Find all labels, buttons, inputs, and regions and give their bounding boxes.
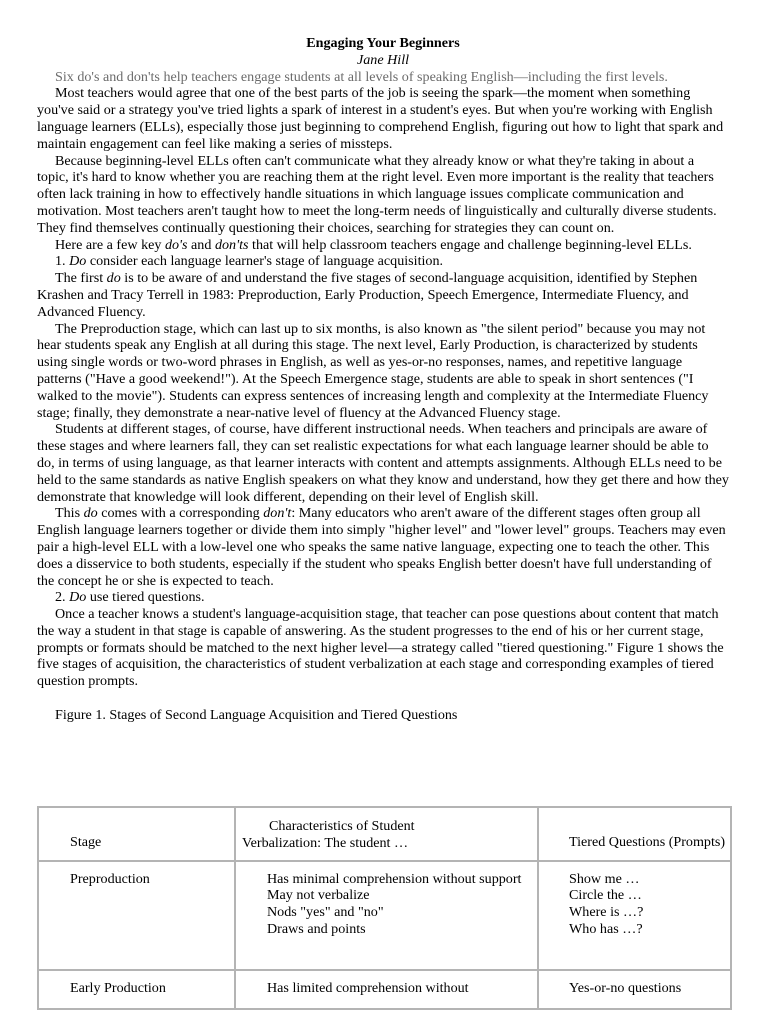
prompts-cell: Yes-or-no questions: [538, 970, 731, 1009]
stage-cell: Early Production: [38, 970, 235, 1009]
paragraph: The first do is to be aware of and understand the five stages of second-language acquisition, identified by Stephen Krashen and Tracy Terrell in 1983: Preproduction, Early Production, Speech Emergence, Intermediate Fluency, and Advanced Fluency.: [37, 270, 698, 320]
table-row: [38, 970, 731, 1009]
paragraph: Because beginning-level ELLs often can't communicate what they already know or what they're taking in about a topic, it's hard to know whether you are reaching them at the right level. Even more important is the reality that teachers often lack training in how to effectively handle situations in which language issues complicate communication and motivation. Most teachers aren't taught how to meet the long-term needs of linguistically and culturally diverse students. They find themselves continually questioning their choices, searching for strategies they can count on.: [37, 152, 717, 236]
header-characteristics: Characteristics of Student Verbalization: The student …: [235, 807, 538, 861]
paragraph: Most teachers would agree that one of the best parts of the job is seeing the spark—the moment when something you've said or a strategy you've tried lights a spark of interest in a student's eyes. But when you're working with English language learners (ELLs), especially those just beginning to comprehend English, figuring out how to light that spark and maintain engagement can feel like making a series of missteps.: [37, 85, 724, 152]
stages-table: [37, 806, 732, 1010]
characteristics-cell: Has limited comprehension without: [235, 970, 538, 1009]
paragraph: Once a teacher knows a student's language-acquisition stage, that teacher can pose questions about content that match the way a student in that stage is capable of answering. As the student progresses to the end of his or her current stage, prompts or formats should be matched to the next higher level—a strategy called "tiered questioning." Figure 1 shows the five stages of acquisition, the characteristics of student verbalization at each stage and corresponding examples of tiered question prompts.: [37, 606, 724, 690]
table-row: [38, 861, 731, 970]
article-author: Jane Hill: [356, 51, 410, 68]
paragraph: This do comes with a corresponding don't: Many educators who aren't aware of the different stages often group all English language learners together or divide them into simply "higher level" and "lower level" groups. Teachers may even pair a high-level ELL with a low-level one who speaks the same native language, expecting one to teach the other. This does a disservice to both students, especially if the student who speaks English better doesn't have full understanding of the concept he or she is expected to teach.: [37, 505, 726, 589]
stage-cell: Preproduction: [38, 861, 235, 970]
paragraph: The Preproduction stage, which can last up to six months, is also known as "the silent period" because you may not hear students speak any English at all during this stage. The next level, Early Production, is characterized by students using single words or two-word phrases in English, as well as yes-or-no responses, names, and repetitive language patterns ("Have a good weekend!"). At the Speech Emergence stage, students are able to speak in short sentences ("I walked to the movie"). Students can express sentences of increasing length and complexity at the Intermediate Fluency stage; finally, they demonstrate a near-native level of fluency at the Advanced Fluency stage.: [37, 320, 709, 421]
characteristics-cell: Has minimal comprehension without support May not verbalize Nods "yes" and "no" Draws and points: [235, 861, 538, 970]
prompts-cell: Show me … Circle the … Where is …? Who has …?: [538, 861, 731, 970]
section-heading-2: 2. Do use tiered questions.: [55, 589, 205, 606]
table-header-row: [38, 807, 731, 861]
paragraph: Here are a few key do's and don'ts that will help classroom teachers engage and challenge beginning-level ELLs.: [55, 236, 692, 253]
article-body: [37, 35, 729, 724]
header-stage: Stage: [38, 807, 235, 861]
header-tiered-questions: Tiered Questions (Prompts): [538, 807, 731, 861]
section-heading-1: 1. Do consider each language learner's stage of language acquisition.: [55, 253, 444, 270]
article-deck: Six do's and don'ts help teachers engage students at all levels of speaking English—including the first levels.: [55, 68, 668, 85]
figure-caption: Figure 1. Stages of Second Language Acquisition and Tiered Questions: [55, 707, 458, 724]
paragraph: Students at different stages, of course, have different instructional needs. When teachers and principals are aware of these stages and where learners fall, they can set realistic expectations for what each language learner should be able to do, in terms of using language, as that learner interacts with content and attempts assignments. Although ELLs need to be held to the same standards as native English speakers on what they know and understand, how they get there and how they demonstrate that knowledge will look different, depending on their level of English skill.: [37, 421, 729, 505]
article-title: Engaging Your Beginners: [306, 35, 460, 51]
